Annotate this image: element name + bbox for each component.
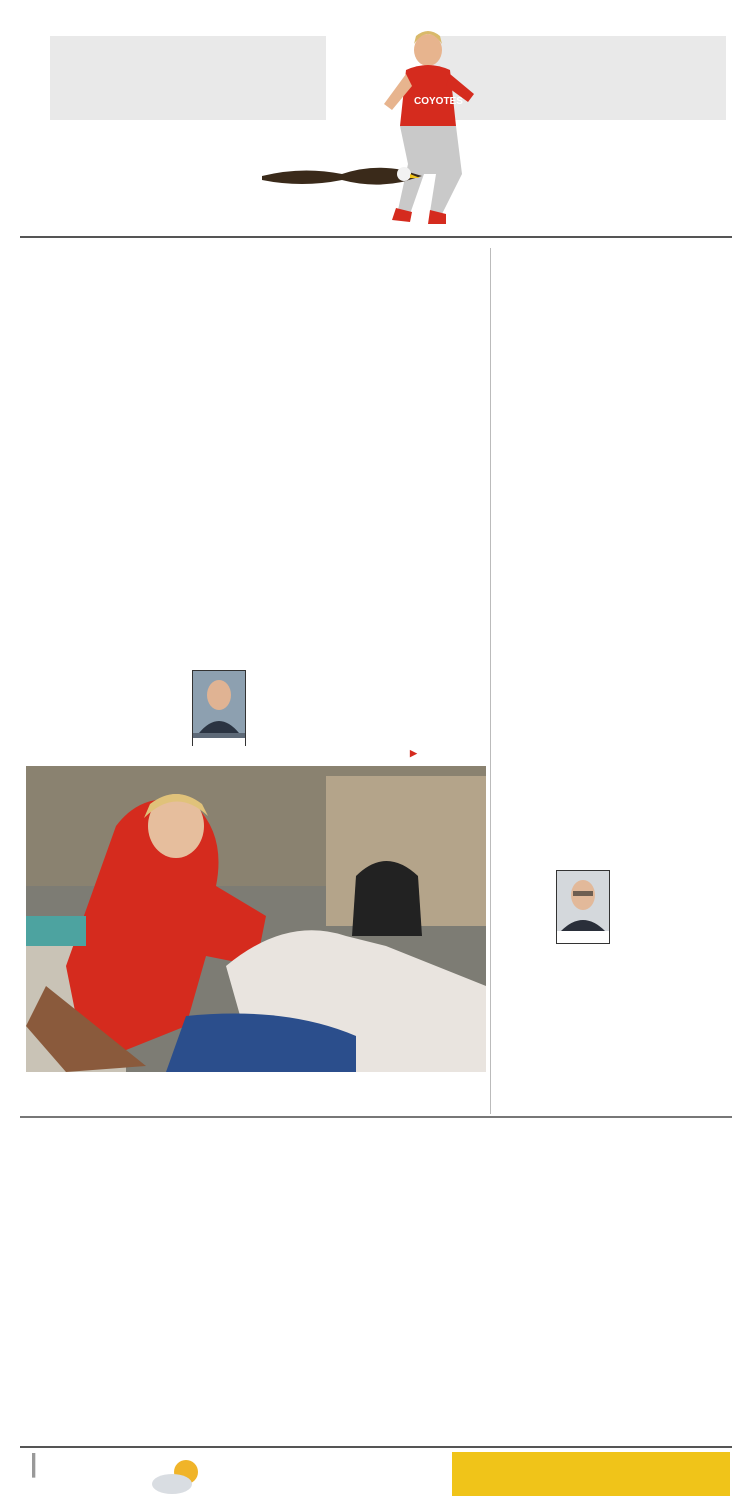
connect-box — [222, 1450, 376, 1496]
masthead-rule — [20, 236, 732, 238]
section-rule — [20, 1116, 732, 1118]
lead-jump-link[interactable] — [410, 748, 417, 759]
baker-portrait-icon — [193, 671, 245, 733]
bolkcom-portrait-icon — [557, 871, 609, 931]
bolkcom-mug-photo — [556, 870, 610, 944]
eagle-icon — [262, 156, 422, 196]
police-col-2 — [144, 1168, 256, 1444]
throwback-teaser[interactable] — [50, 36, 326, 120]
svg-text:COYOTES: COYOTES — [414, 96, 463, 107]
blood-drive-scene — [26, 766, 486, 1072]
medicaid-col-2 — [616, 424, 730, 1114]
temp-divider: | — [30, 1450, 38, 1478]
arrow-right-icon: ▶ — [410, 748, 417, 758]
police-col-3 — [262, 1168, 374, 1444]
police-col-5 — [498, 1168, 610, 1444]
footer-rule — [20, 1446, 732, 1448]
lead-col-4 — [372, 388, 486, 744]
lead-col-3 — [254, 388, 370, 764]
medicaid-col-1 — [498, 424, 610, 1114]
softball-player-photo — [370, 14, 490, 234]
police-col-1 — [26, 1168, 138, 1444]
baker-mug-caption — [193, 738, 245, 750]
police-col-6 — [616, 1168, 730, 1444]
weather-box[interactable] — [30, 1450, 216, 1496]
ad-box[interactable] — [452, 1452, 730, 1496]
blood-drive-photo — [26, 766, 486, 1072]
lead-col-1 — [26, 388, 130, 764]
column-divider — [490, 248, 491, 1114]
baker-mug-photo — [192, 670, 246, 746]
police-col-4 — [380, 1168, 492, 1444]
partly-cloudy-icon — [148, 1456, 208, 1496]
